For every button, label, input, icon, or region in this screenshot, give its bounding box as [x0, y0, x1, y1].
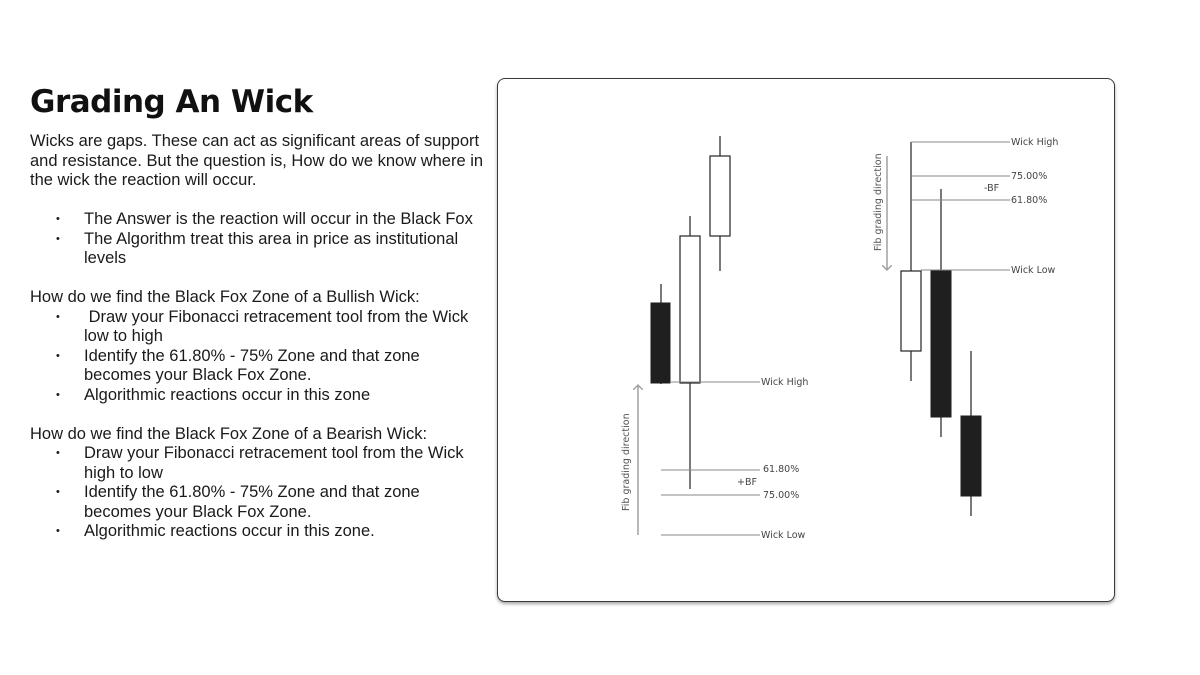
fib-618-label: 61.80% — [763, 464, 800, 475]
bearish-candle — [651, 303, 670, 383]
intro-paragraph: Wicks are gaps. These can act as significant areas of support and resistance. But the question is, How do we know where in the wick the reaction will occur. — [30, 132, 484, 189]
list-item: • Identify the 61.80% - 75% Zone and that zone becomes your Black Fox Zone. — [30, 347, 490, 386]
list-item: • The Answer is the reaction will occur in the Black Fox — [30, 210, 490, 230]
slide-title: Grading An Wick — [30, 84, 313, 120]
list-item: • Algorithmic reactions occur in this zone — [30, 386, 490, 406]
bullish-heading: How do we find the Black Fox Zone of a Bullish Wick: — [30, 288, 420, 306]
fib-direction-label: Fib grading direction — [873, 153, 884, 251]
bullish-candle — [901, 271, 921, 351]
fib-75-label: 75.00% — [1011, 171, 1048, 182]
list-item: • Identify the 61.80% - 75% Zone and that zone becomes your Black Fox Zone. — [30, 483, 490, 522]
answer-list — [30, 210, 490, 269]
diagram-panel — [497, 78, 1115, 602]
slide-text — [30, 132, 490, 542]
bearish-wick-group — [873, 137, 1058, 516]
bearish-candle — [961, 416, 981, 496]
list-item: • Draw your Fibonacci retracement tool from the Wick high to low — [30, 444, 490, 483]
bearish-candle — [931, 270, 951, 417]
list-item: • Algorithmic reactions occur in this zone. — [30, 522, 490, 542]
wick-high-label: Wick High — [761, 377, 809, 388]
fib-direction-label: Fib grading direction — [621, 413, 632, 511]
bf-zone-label: +BF — [737, 477, 757, 488]
list-item: • Draw your Fibonacci retracement tool from the Wick low to high — [30, 308, 490, 347]
bullish-list — [30, 308, 490, 406]
bullish-wick-group — [621, 136, 808, 541]
bearish-list — [30, 444, 490, 542]
wick-high-label: Wick High — [1011, 137, 1059, 148]
bullish-candle — [680, 236, 700, 383]
bullish-candle — [710, 156, 730, 236]
fib-75-label: 75.00% — [763, 490, 800, 501]
wick-diagram — [498, 79, 1116, 603]
wick-low-label: Wick Low — [761, 530, 806, 541]
bearish-heading: How do we find the Black Fox Zone of a Bearish Wick: — [30, 424, 428, 443]
wick-low-label: Wick Low — [1011, 265, 1056, 276]
fib-618-label: 61.80% — [1011, 195, 1048, 206]
list-item: • The Algorithm treat this area in price as institutional levels — [30, 230, 490, 269]
bf-zone-label: -BF — [984, 183, 1000, 194]
